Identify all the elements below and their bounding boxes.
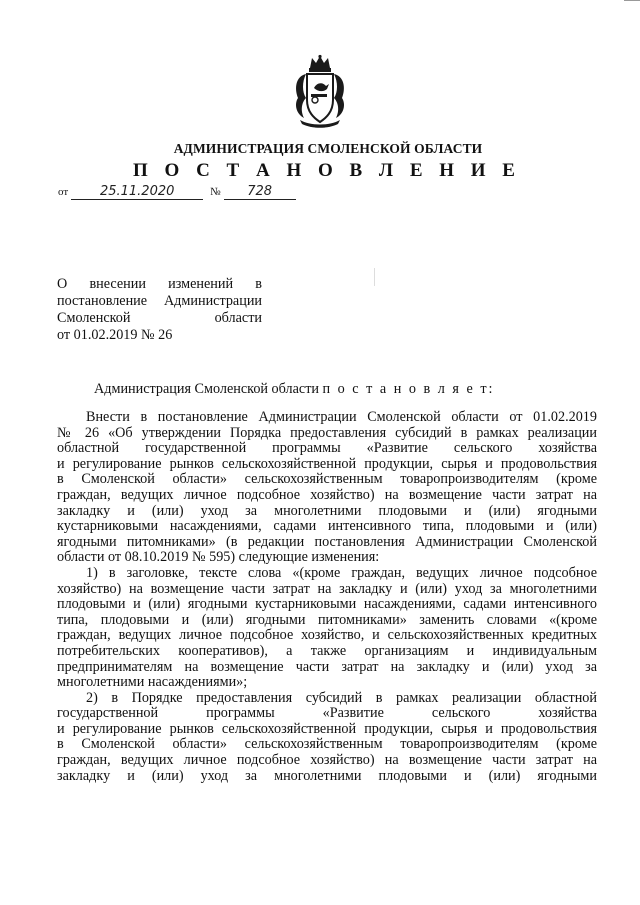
- text-line: потребительских кооперативов), а также организациям и индивидуальным: [57, 643, 597, 659]
- text-line: 2) в Порядке предоставления субсидий в рамках реализации областной: [86, 690, 597, 706]
- number-value: 728: [224, 184, 296, 200]
- subject-line: постановление Администрации: [57, 293, 262, 309]
- document-body: [57, 410, 597, 784]
- text-line: ягодными питомниками» (в редакции постановления Администрации Смоленской: [57, 534, 597, 550]
- text-line: типа, плодовыми и (или) ягодными питомниками» заменить словами «(кроме: [57, 612, 597, 628]
- subject-line: Смоленской области: [57, 310, 262, 326]
- date-number-line: [58, 184, 296, 200]
- text-line: областной государственной программы «Развитие сельского хозяйства: [57, 441, 597, 457]
- text-line: многолетними насаждениями»;: [57, 675, 248, 691]
- text-line: Внести в постановление Администрации Смоленской области от 01.02.2019: [86, 410, 597, 425]
- text-line: плодовыми и (или) ягодными кустарниковыми насаждениями, садами интенсивного: [57, 597, 597, 613]
- text-line: государственной программы «Развитие сельского хозяйства: [57, 706, 597, 722]
- coat-of-arms-emblem: [290, 54, 350, 130]
- text-line: и регулирование рынков сельскохозяйственной продукции, сырья и продовольствия: [57, 456, 597, 472]
- text-line: хозяйство) на возмещение части затрат на закладку и (или) уход за многолетними: [57, 581, 597, 597]
- text-line: предпринимателям на возмещение части затрат на закладку и (или) уход за: [57, 659, 597, 675]
- organization-title: АДМИНИСТРАЦИЯ СМОЛЕНСКОЙ ОБЛАСТИ: [173, 141, 483, 156]
- text-line: области от 08.10.2019 № 595) следующие изменения:: [57, 550, 380, 566]
- text-line: № 26 «Об утверждении Порядка предоставления субсидий в рамках реализации: [57, 425, 597, 441]
- text-line: в Смоленской области» сельскохозяйственным товаропроизводителям (кроме: [57, 737, 597, 753]
- scan-crop-mark: [624, 0, 640, 11]
- scan-artifact: [374, 268, 375, 286]
- text-line: и регулирование рынков сельскохозяйственной продукции, сырья и продовольствия: [57, 721, 597, 737]
- paragraph-1: [57, 410, 597, 566]
- subject-block: [57, 276, 262, 344]
- date-label: от: [58, 186, 69, 198]
- text-line: закладку и (или) уход за многолетними плодовыми и (или) ягодными: [57, 503, 597, 519]
- text-line: граждан, ведущих личное подсобное хозяйство) на возмещение части затрат на: [57, 487, 597, 503]
- document-type-title: П О С Т А Н О В Л Е Н И Е: [133, 160, 521, 181]
- text-line: 1) в заголовке, тексте слова «(кроме граждан, ведущих личное подсобное: [86, 565, 597, 581]
- paragraph-3: [57, 691, 597, 785]
- text-line: в Смоленской области» сельскохозяйственным товаропроизводителям (кроме: [57, 472, 597, 488]
- text-line: кустарниковыми насаждениями, садами интенсивного типа, плодовыми и (или): [57, 519, 597, 535]
- text-line: граждан, ведущих личное подсобное хозяйство, и сельскохозяйственных кредитных: [57, 628, 597, 644]
- text-line: граждан, ведущих личное подсобное хозяйство) на возмещение части затрат на: [57, 753, 597, 769]
- preamble: [94, 381, 494, 398]
- subject-line: О внесении изменений в: [57, 276, 262, 292]
- paragraph-2: [57, 566, 597, 691]
- preamble-text: Администрация Смоленской области: [94, 381, 319, 397]
- number-label: №: [210, 186, 221, 198]
- date-value: 25.11.2020: [71, 184, 203, 200]
- subject-line: от 01.02.2019 № 26: [57, 327, 173, 343]
- text-line: закладку и (или) уход за многолетними плодовыми и (или) ягодными: [57, 768, 597, 784]
- preamble-action: п о с т а н о в л я е т:: [322, 381, 495, 397]
